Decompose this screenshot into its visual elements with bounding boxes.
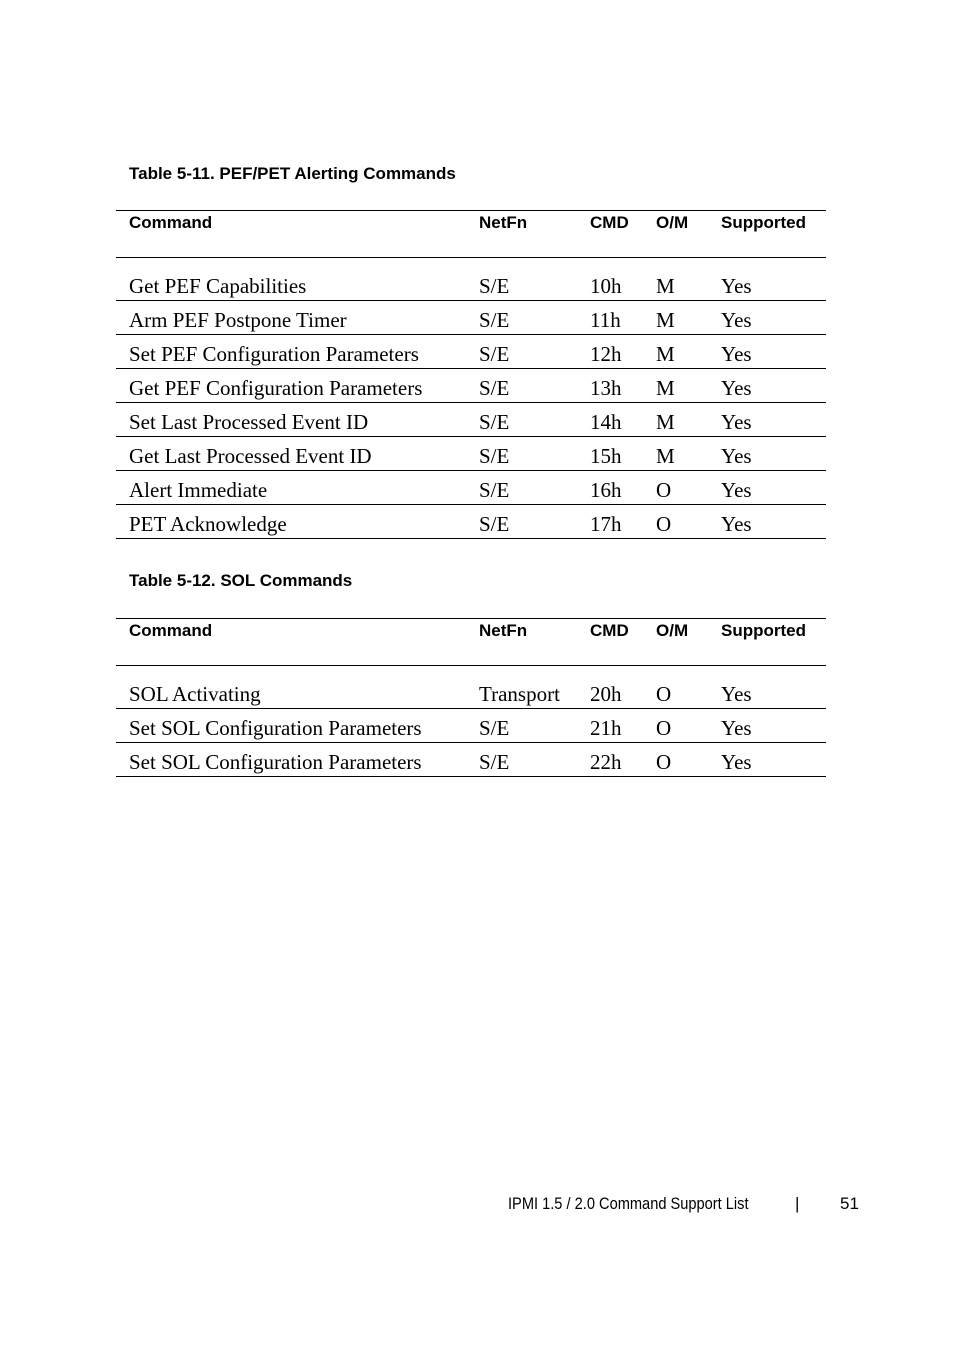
cell-om: M: [656, 444, 675, 468]
table-body: [116, 675, 826, 777]
cell-cmd: 12h: [590, 342, 622, 366]
header-netfn: NetFn: [479, 621, 528, 640]
cell-command: Get PEF Capabilities: [129, 274, 307, 298]
cell-netfn: S/E: [479, 410, 510, 434]
header-om: O/M: [656, 213, 689, 232]
cell-cmd: 13h: [590, 376, 622, 400]
cell-supported: Yes: [721, 478, 752, 502]
cell-command: Set SOL Configuration Parameters: [129, 716, 422, 740]
cell-command: Set PEF Configuration Parameters: [129, 342, 419, 366]
table-row: [116, 675, 826, 709]
header-command: Command: [129, 213, 213, 232]
header-supported: Supported: [721, 213, 806, 232]
cell-command: Get PEF Configuration Parameters: [129, 376, 423, 400]
cell-netfn: S/E: [479, 376, 510, 400]
cell-cmd: 16h: [590, 478, 622, 502]
cell-command: PET Acknowledge: [129, 512, 287, 536]
cell-command: Get Last Processed Event ID: [129, 444, 372, 468]
sol-commands-table: [116, 618, 826, 777]
cell-netfn: S/E: [479, 716, 510, 740]
cell-supported: Yes: [721, 410, 752, 434]
cell-command: Alert Immediate: [129, 478, 268, 502]
table-5-11-caption: Table 5-11. PEF/PET Alerting Commands: [129, 164, 456, 183]
cell-command: Arm PEF Postpone Timer: [129, 308, 347, 332]
cell-om: O: [656, 750, 672, 774]
cell-supported: Yes: [721, 716, 752, 740]
footer-page-number: 51: [840, 1194, 859, 1213]
header-om: O/M: [656, 621, 689, 640]
table-row: [116, 505, 826, 539]
cell-om: M: [656, 342, 675, 366]
cell-supported: Yes: [721, 274, 752, 298]
cell-netfn: S/E: [479, 308, 510, 332]
footer-doc-title: IPMI 1.5 / 2.0 Command Support List: [508, 1194, 749, 1213]
header-command: Command: [129, 621, 213, 640]
footer-separator: |: [795, 1194, 800, 1213]
cell-supported: Yes: [721, 342, 752, 366]
header-supported: Supported: [721, 621, 806, 640]
cell-om: M: [656, 274, 675, 298]
table-header-row: [116, 618, 826, 666]
table-5-12-caption: Table 5-12. SOL Commands: [129, 571, 353, 590]
cell-om: O: [656, 512, 672, 536]
cell-supported: Yes: [721, 376, 752, 400]
cell-netfn: S/E: [479, 750, 510, 774]
table-row: [116, 437, 826, 471]
table-body: [116, 267, 826, 539]
cell-netfn: S/E: [479, 274, 510, 298]
cell-supported: Yes: [721, 682, 752, 706]
cell-supported: Yes: [721, 444, 752, 468]
cell-cmd: 15h: [590, 444, 622, 468]
cell-cmd: 10h: [590, 274, 622, 298]
cell-supported: Yes: [721, 750, 752, 774]
table-row: [116, 301, 826, 335]
header-netfn: NetFn: [479, 213, 528, 232]
cell-command: Set Last Processed Event ID: [129, 410, 369, 434]
cell-om: O: [656, 478, 672, 502]
cell-om: M: [656, 410, 675, 434]
cell-netfn: S/E: [479, 512, 510, 536]
cell-supported: Yes: [721, 512, 752, 536]
cell-om: O: [656, 682, 672, 706]
header-cmd: CMD: [590, 621, 629, 640]
cell-cmd: 11h: [590, 308, 621, 332]
table-row: [116, 709, 826, 743]
pef-pet-alerting-commands-table: [116, 210, 826, 539]
cell-om: O: [656, 716, 672, 740]
cell-cmd: 22h: [590, 750, 622, 774]
cell-cmd: 17h: [590, 512, 622, 536]
cell-netfn: S/E: [479, 478, 510, 502]
cell-command: SOL Activating: [129, 682, 261, 706]
table-row: [116, 335, 826, 369]
cell-cmd: 14h: [590, 410, 622, 434]
cell-cmd: 21h: [590, 716, 622, 740]
cell-supported: Yes: [721, 308, 752, 332]
cell-om: M: [656, 308, 675, 332]
cell-command: Set SOL Configuration Parameters: [129, 750, 422, 774]
table-row: [116, 267, 826, 301]
table-header-row: [116, 210, 826, 258]
header-cmd: CMD: [590, 213, 629, 232]
cell-netfn: S/E: [479, 444, 510, 468]
table-row: [116, 743, 826, 777]
table-row: [116, 471, 826, 505]
cell-cmd: 20h: [590, 682, 622, 706]
cell-om: M: [656, 376, 675, 400]
cell-netfn: Transport: [479, 682, 560, 706]
table-row: [116, 369, 826, 403]
cell-netfn: S/E: [479, 342, 510, 366]
table-row: [116, 403, 826, 437]
